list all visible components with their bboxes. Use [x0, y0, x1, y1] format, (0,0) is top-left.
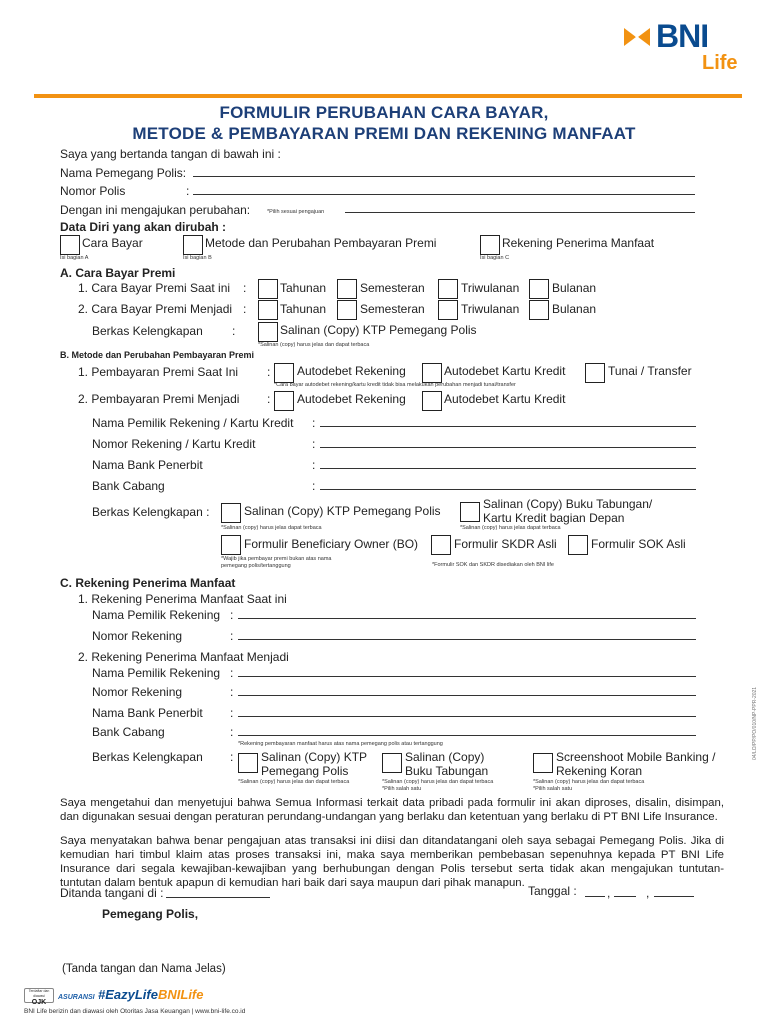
- c-sub1-owner-label: Nama Pemilik Rekening: [92, 608, 221, 622]
- declaration-paragraph-2: Saya menyatakan bahwa benar pengajuan atas transaksi ini diisi dan ditandatangani oleh saya sebagai Pemegang Polis. Jika di kemudian hari timbul klaim atas proses transaksi ini, maka saya memberikan pembebasan sepenuhnya kepada PT BNI Life Insurance dari segala kewajiban-kewajiban yang berhubungan dengan Polis tersebut serta tidak akan mengajukan tuntutan-tuntutan dalam bentuk apapun di kemudian hari baik dari saya maupun dari pihak manapun.: [60, 835, 724, 889]
- a-row2-label: 2. Cara Bayar Premi Menjadi: [78, 302, 233, 316]
- b-doc-buku-label-2: Kartu Kredit bagian Depan: [483, 511, 625, 525]
- policy-number-label: Nomor Polis: [60, 184, 126, 198]
- c-doc-ss-note-2: *Pilih salah satu: [533, 786, 573, 792]
- c-sub1-label: 1. Rekening Penerima Manfaat Saat ini: [78, 592, 287, 606]
- b-doc-skdr-checkbox[interactable]: [431, 535, 451, 555]
- a-doc-note: *Salinan (copy) harus jelas dan dapat terbaca: [258, 342, 370, 348]
- signature-name-hint: (Tanda tangan dan Nama Jelas): [62, 963, 226, 975]
- date-year-field[interactable]: [654, 896, 694, 897]
- c-doc-buku-label-1: Salinan (Copy): [405, 750, 485, 764]
- b-row1-label: 1. Pembayaran Premi Saat Ini: [78, 365, 239, 379]
- asuransi-logo-text: ASURANSI: [58, 994, 95, 1001]
- b-row1-tunai-label: Tunai / Transfer: [608, 364, 692, 378]
- b-doc-bo-note-2: pemegang polis/tertanggung: [221, 563, 291, 569]
- option-a-checkbox[interactable]: [60, 235, 80, 255]
- b-account-owner-colon: :: [312, 416, 316, 430]
- c-sub2-number-label: Nomor Rekening: [92, 685, 183, 699]
- b-doc-ktp-checkbox[interactable]: [221, 503, 241, 523]
- a-row2-semesteran-checkbox[interactable]: [337, 300, 357, 320]
- holder-name-field[interactable]: [193, 176, 695, 177]
- b-bank-name-field[interactable]: [320, 468, 696, 469]
- a-row2-triwulanan-label: Triwulanan: [461, 302, 520, 316]
- a-row2-bulanan-label: Bulanan: [552, 302, 597, 316]
- c-sub2-owner-field[interactable]: [238, 676, 696, 677]
- policy-number-field[interactable]: [193, 194, 695, 195]
- section-b-heading: B. Metode dan Perubahan Pembayaran Premi: [60, 350, 255, 360]
- a-row1-colon: :: [243, 281, 247, 295]
- c-branch-note: *Rekening pembayaran manfaat harus atas nama pemegang polis atau tertanggung: [238, 741, 443, 747]
- c-sub2-number-field[interactable]: [238, 695, 696, 696]
- a-row2-colon: :: [243, 302, 247, 316]
- a-docs-colon: :: [232, 324, 236, 338]
- intro-statement: Saya yang bertanda tangan di bawah ini :: [60, 147, 281, 161]
- life-logo-text: Life: [702, 52, 738, 74]
- b-row2-autodebet-kk-label: Autodebet Kartu Kredit: [444, 392, 566, 406]
- b-row1-tunai-checkbox[interactable]: [585, 363, 605, 383]
- holder-name-label: Nama Pemegang Polis:: [60, 166, 187, 180]
- c-doc-buku-note-1: *Salinan (copy) harus jelas dan dapat terbaca: [382, 779, 494, 785]
- a-row2-triwulanan-checkbox[interactable]: [438, 300, 458, 320]
- header-divider: [34, 94, 742, 98]
- option-b-note: Isi bagian B: [183, 255, 212, 261]
- a-doc-ktp-label: Salinan (Copy) KTP Pemegang Polis: [280, 323, 477, 337]
- bni-life-logo: [622, 18, 742, 78]
- b-doc-bo-checkbox[interactable]: [221, 535, 241, 555]
- a-row2-semesteran-label: Semesteran: [360, 302, 425, 316]
- option-b-label: Metode dan Perubahan Pembayaran Premi: [205, 236, 437, 250]
- b-doc-buku-checkbox[interactable]: [460, 502, 480, 522]
- c-doc-ss-checkbox[interactable]: [533, 753, 553, 773]
- c-sub2-owner-colon: :: [230, 666, 234, 680]
- b-account-number-colon: :: [312, 437, 316, 451]
- signed-at-label: Ditanda tangani di :: [60, 886, 164, 900]
- date-day-field[interactable]: [585, 896, 605, 897]
- holder-signature-label: Pemegang Polis,: [102, 907, 199, 921]
- b-account-owner-field[interactable]: [320, 426, 696, 427]
- bni-logo-mark-icon: [622, 24, 652, 50]
- c-sub2-bank-name-label: Nama Bank Penerbit: [92, 706, 203, 720]
- c-doc-buku-note-2: *Pilih salah satu: [382, 786, 422, 792]
- section-c-heading: C. Rekening Penerima Manfaat: [60, 576, 236, 590]
- b-row2-autodebet-rek-checkbox[interactable]: [274, 391, 294, 411]
- a-row1-semesteran-checkbox[interactable]: [337, 279, 357, 299]
- c-doc-ktp-label-1: Salinan (Copy) KTP: [261, 750, 368, 764]
- declaration-paragraph-1: Saya mengetahui dan menyetujui bahwa Semua Informasi terkait data pribadi pada formulir ini akan diproses, disalin, disimpan, dan digunakan sesuai dengan peraturan perundang-undangan yang berlaku dan ketentuan yang berlaku di PT BNI Life Insurance.: [60, 797, 724, 823]
- c-sub2-bank-branch-field[interactable]: [238, 735, 696, 736]
- date-sep-2: ,: [646, 886, 650, 900]
- option-a-note: Isi bagian A: [60, 255, 89, 261]
- b-doc-bo-label: Formulir Beneficiary Owner (BO): [244, 537, 419, 551]
- c-sub1-owner-field[interactable]: [238, 618, 696, 619]
- request-field[interactable]: [345, 212, 695, 213]
- section-a-heading: A. Cara Bayar Premi: [60, 266, 176, 280]
- option-b-checkbox[interactable]: [183, 235, 203, 255]
- c-doc-ktp-checkbox[interactable]: [238, 753, 258, 773]
- a-row2-bulanan-checkbox[interactable]: [529, 300, 549, 320]
- b-doc-sok-note: *Formulir SOK dan SKDR disediakan oleh BNI life: [432, 562, 554, 568]
- b-account-number-field[interactable]: [320, 447, 696, 448]
- b-account-owner-label: Nama Pemilik Rekening / Kartu Kredit: [92, 416, 294, 430]
- ojk-badge-text-2: OJK: [31, 999, 47, 1006]
- c-sub1-number-field[interactable]: [238, 639, 696, 640]
- date-sep-1: ,: [607, 886, 611, 900]
- c-sub2-bank-branch-label: Bank Cabang: [92, 725, 165, 739]
- c-doc-buku-label-2: Buku Tabungan: [405, 764, 489, 778]
- b-account-number-label: Nomor Rekening / Kartu Kredit: [92, 437, 256, 451]
- c-sub2-owner-label: Nama Pemilik Rekening: [92, 666, 221, 680]
- c-doc-ktp-note: *Salinan (copy) harus jelas dan dapat terbaca: [238, 779, 350, 785]
- a-row1-label: 1. Cara Bayar Premi Saat ini: [78, 281, 231, 295]
- asuransi-logo: [58, 988, 94, 1003]
- b-row2-autodebet-rek-label: Autodebet Rekening: [297, 392, 406, 406]
- a-row1-tahunan-checkbox[interactable]: [258, 279, 278, 299]
- signed-at-field[interactable]: [166, 897, 270, 898]
- date-month-field[interactable]: [614, 896, 636, 897]
- c-sub1-number-label: Nomor Rekening: [92, 629, 183, 643]
- b-row2-colon: :: [267, 392, 271, 406]
- a-row2-tahunan-label: Tahunan: [280, 302, 327, 316]
- a-row1-bulanan-label: Bulanan: [552, 281, 597, 295]
- b-doc-sok-checkbox[interactable]: [568, 535, 588, 555]
- request-statement: Dengan ini mengajukan perubahan:: [60, 203, 251, 217]
- b-bank-branch-label: Bank Cabang: [92, 479, 165, 493]
- a-docs-label: Berkas Kelengkapan: [92, 324, 203, 338]
- b-row1-autodebet-rek-checkbox[interactable]: [274, 363, 294, 383]
- hashtag-prefix: #EazyLife: [98, 987, 158, 1002]
- c-sub1-owner-colon: :: [230, 608, 234, 622]
- c-sub2-bank-branch-colon: :: [230, 725, 234, 739]
- c-sub2-number-colon: :: [230, 685, 234, 699]
- b-doc-bo-note-1: *Wajib jika pembayar premi bukan atas nama: [221, 556, 332, 562]
- a-row1-tahunan-label: Tahunan: [280, 281, 327, 295]
- b-row2-label: 2. Pembayaran Premi Menjadi: [78, 392, 240, 406]
- c-doc-ss-note-1: *Salinan (copy) harus jelas dan dapat terbaca: [533, 779, 645, 785]
- b-doc-ktp-label: Salinan (Copy) KTP Pemegang Polis: [244, 504, 441, 518]
- a-row2-tahunan-checkbox[interactable]: [258, 300, 278, 320]
- b-row1-autodebet-rek-label: Autodebet Rekening: [297, 364, 406, 378]
- ojk-badge: [24, 988, 54, 1006]
- c-sub2-bank-name-field[interactable]: [238, 716, 696, 717]
- option-c-label: Rekening Penerima Manfaat: [502, 236, 655, 250]
- b-doc-ktp-note: *Salinan (copy) harus jelas dapat terbaca: [221, 525, 322, 531]
- b-bank-branch-field[interactable]: [320, 489, 696, 490]
- side-code: 04/LO/PP/PO/010/NP-PPR-2021: [752, 686, 758, 760]
- a-doc-ktp-checkbox[interactable]: [258, 322, 278, 342]
- hashtag-brand: BNILife: [157, 987, 204, 1002]
- c-docs-label: Berkas Kelengkapan: [92, 750, 203, 764]
- c-doc-ss-label-1: Screenshoot Mobile Banking /: [556, 750, 716, 764]
- date-label: Tanggal :: [528, 884, 577, 898]
- form-title-line-1: FORMULIR PERUBAHAN CARA BAYAR,: [219, 103, 549, 122]
- c-sub1-number-colon: :: [230, 629, 234, 643]
- request-note: *Pilih sesuai pengajuan: [267, 209, 325, 215]
- ojk-badge-text-1: Terdaftar dan diawasi: [28, 989, 50, 998]
- b-docs-label: Berkas Kelengkapan :: [92, 505, 210, 519]
- b-row2-autodebet-kk-checkbox[interactable]: [422, 391, 442, 411]
- b-row1-autodebet-kk-checkbox[interactable]: [422, 363, 442, 383]
- c-sub2-bank-name-colon: :: [230, 706, 234, 720]
- a-row1-triwulanan-checkbox[interactable]: [438, 279, 458, 299]
- c-doc-buku-checkbox[interactable]: [382, 753, 402, 773]
- c-docs-colon: :: [230, 750, 234, 764]
- b-bank-name-label: Nama Bank Penerbit: [92, 458, 203, 472]
- form-title-line-2: METODE & PEMBAYARAN PREMI DAN REKENING MANFAAT: [132, 124, 636, 143]
- option-c-note: Isi bagian C: [480, 255, 510, 261]
- option-c-checkbox[interactable]: [480, 235, 500, 255]
- a-row1-bulanan-checkbox[interactable]: [529, 279, 549, 299]
- b-doc-sok-label: Formulir SOK Asli: [591, 537, 686, 551]
- b-row1-note: *Cara bayar autodebet rekening/kartu kredit tidak bisa melakukan perubahan menjadi tunai/transfer: [274, 382, 516, 388]
- a-row1-semesteran-label: Semesteran: [360, 281, 425, 295]
- data-diri-heading: Data Diri yang akan dirubah :: [60, 220, 227, 234]
- c-doc-ss-label-2: Rekening Koran: [556, 764, 643, 778]
- bni-logo-text: BNI: [656, 18, 709, 54]
- b-row1-colon: :: [267, 365, 271, 379]
- b-doc-buku-note: *Salinan (copy) harus jelas dapat terbaca: [460, 525, 561, 531]
- policy-number-colon: :: [186, 184, 190, 198]
- b-bank-name-colon: :: [312, 458, 316, 472]
- hashtag: [98, 987, 203, 1002]
- c-doc-ktp-label-2: Pemegang Polis: [261, 764, 349, 778]
- a-row1-triwulanan-label: Triwulanan: [461, 281, 520, 295]
- c-sub2-label: 2. Rekening Penerima Manfaat Menjadi: [78, 650, 289, 664]
- b-doc-skdr-label: Formulir SKDR Asli: [454, 537, 557, 551]
- b-bank-branch-colon: :: [312, 479, 316, 493]
- option-a-label: Cara Bayar: [82, 236, 143, 250]
- footer-note: BNI Life berizin dan diawasi oleh Otoritas Jasa Keuangan | www.bni-life.co.id: [24, 1008, 246, 1015]
- b-doc-buku-label-1: Salinan (Copy) Buku Tabungan/: [483, 497, 653, 511]
- b-row1-autodebet-kk-label: Autodebet Kartu Kredit: [444, 364, 566, 378]
